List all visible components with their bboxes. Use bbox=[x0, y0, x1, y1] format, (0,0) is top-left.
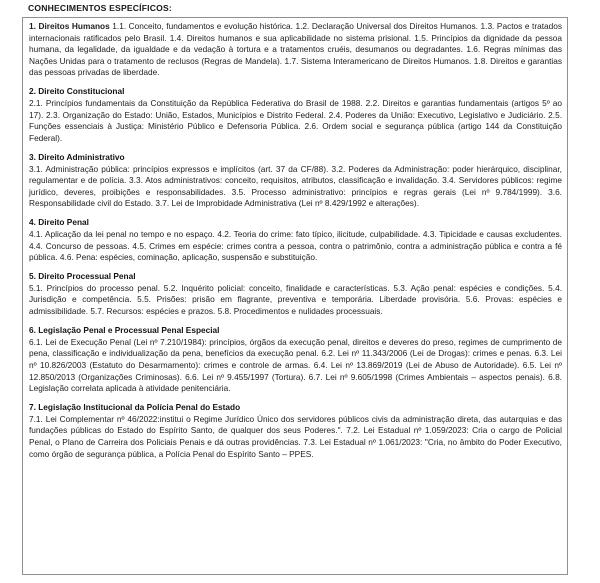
section-title: 1. Direitos Humanos bbox=[29, 21, 110, 31]
section-body: 4.1. Aplicação da lei penal no tempo e no espaço. 4.2. Teoria do crime: fato típico, ilicitude, culpabilidade. 4.3. Tipicidade e causas excludentes. 4.4. Concurso de pessoas. 4.5. Crimes em espécie: crimes contra a pessoa, contra o patrimônio, contra a administração pública e contra a fé pública. 4.6. Pena: espécies, cominação, aplicação, suspensão e substituição. bbox=[29, 229, 562, 263]
page-title: CONHECIMENTOS ESPECÍFICOS: bbox=[28, 3, 172, 13]
sections-list bbox=[29, 21, 562, 460]
syllabus-section bbox=[29, 217, 562, 263]
section-body: 5.1. Princípios do processo penal. 5.2. Inquérito policial: conceito, finalidade e características. 5.3. Ação penal: espécies e condições. 5.4. Jurisdição e competência. 5.5. Prisões: prisão em flagrante, preventiva e temporária. Liberdade provisória. 5.6. Provas: espécies e admissibilidade. 5.7. Recursos: espécies e prazos. 5.8. Procedimentos e nulidades processuais. bbox=[29, 282, 562, 317]
syllabus-section bbox=[29, 152, 562, 210]
section-body: 2.1. Princípios fundamentais da Constituição da República Federativa do Brasil de 1988. 2.2. Direitos e garantias fundamentais (artigos 5º ao 17). 2.3. Organização do Estado: União, Estados, Municípios e Distrito Federal. 2.4. Poderes da União: Executivo, Legislativo e Judiciário. 2.5. Funções essenciais à Justiça: Ministério Público e Defensoria Pública. 2.6. Ordem social e segurança pública (artigo 144 da Constituição Federal). bbox=[29, 98, 562, 143]
syllabus-content-box bbox=[22, 17, 568, 575]
section-body: 6.1. Lei de Execução Penal (Lei nº 7.210/1984): princípios, órgãos da execução penal, direitos e deveres do preso, regimes de cumprimento de pena, classificação e individualização da pena, benefícios da execução penal. 6.2. Lei nº 11.343/2006 (Lei de Drogas): crimes e penas. 6.3. Lei nº 10.826/2003 (Estatuto do Desarmamento): crimes e controle de armas. 6.4. Lei nº 13.869/2019 (Lei de Abuso de Autoridade). 6.5. Lei nº 12.850/2013 (Organizações Criminosas). 6.6. Lei nº 9.455/1997 (Tortura). 6.7. Lei nº 9.605/1998 (Crimes Ambientais – aspectos penais). 6.8. Legislação correlata aplicada à atividade penitenciária. bbox=[29, 336, 562, 394]
syllabus-section bbox=[29, 21, 562, 79]
section-paragraph bbox=[29, 21, 562, 79]
section-body: 3.1. Administração pública: princípios expressos e implícitos (art. 37 da CF/88). 3.2. Poderes da Administração: poder hierárquico, disciplinar, regulamentar e de polícia. 3.3. Atos administrativos: conceito, requisitos, atributos, classificação e invalidação. 3.4. Servidores públicos: regime jurídico, deveres, proibições e responsabilidades. 3.5. Processo administrativo: princípios e regras gerais (Lei nº 9.784/1999). 3.6. Responsabilidade civil do Estado. 3.7. Lei de Improbidade Administrativa (Lei nº 8.429/1992 e alterações). bbox=[29, 163, 562, 209]
section-title: 3. Direito Administrativo bbox=[29, 151, 125, 162]
section-body: 1.1. Conceito, fundamentos e evolução histórica. 1.2. Declaração Universal dos Direitos Humanos. 1.3. Pactos e tratados internacionais ratificados pelo Brasil. 1.4. Direitos humanos e sua aplicabilidade no sistema prisional. 1.5. Princípios da dignidade da pessoa humana, da legalidade, da igualdade e da vedação à tortura e a tratamentos cruéis, desumanos ou degradantes. 1.6. Regras mínimas das Nações Unidas para o tratamento de reclusos (Regras de Mandela). 1.7. Sistema Interamericano de Direitos Humanos. 1.8. Direitos e garantias das pessoas privadas de liberdade. bbox=[29, 21, 562, 78]
section-title: 6. Legislação Penal e Processual Penal Especial bbox=[29, 325, 220, 336]
section-body: 7.1. Lei Complementar nº 46/2022:institui o Regime Jurídico Único dos servidores públicos civis da administração direta, das autarquias e das fundações públicas do Estado do Espírito Santo, de qualquer dos seus Poderes.". 7.2. Lei Estadual nº 1.059/2023: Cria o cargo de Policial Penal, o Plano de Carreira dos Policiais Penais e dá outras providências. 7.3. Lei Estadual nº 1.061/2023: "Cria, no âmbito do Poder Executivo, como órgão de segurança pública, a Polícia Penal do Espírito Santo – PPES. bbox=[29, 413, 562, 459]
syllabus-section bbox=[29, 86, 562, 144]
section-title: 2. Direito Constitucional bbox=[29, 86, 125, 97]
section-title: 4. Direito Penal bbox=[29, 217, 89, 228]
section-title: 5. Direito Processual Penal bbox=[29, 271, 136, 282]
syllabus-section bbox=[29, 402, 562, 460]
section-title: 7. Legislação Institucional da Polícia Penal do Estado bbox=[29, 402, 241, 413]
syllabus-section bbox=[29, 271, 562, 317]
syllabus-section bbox=[29, 325, 562, 395]
